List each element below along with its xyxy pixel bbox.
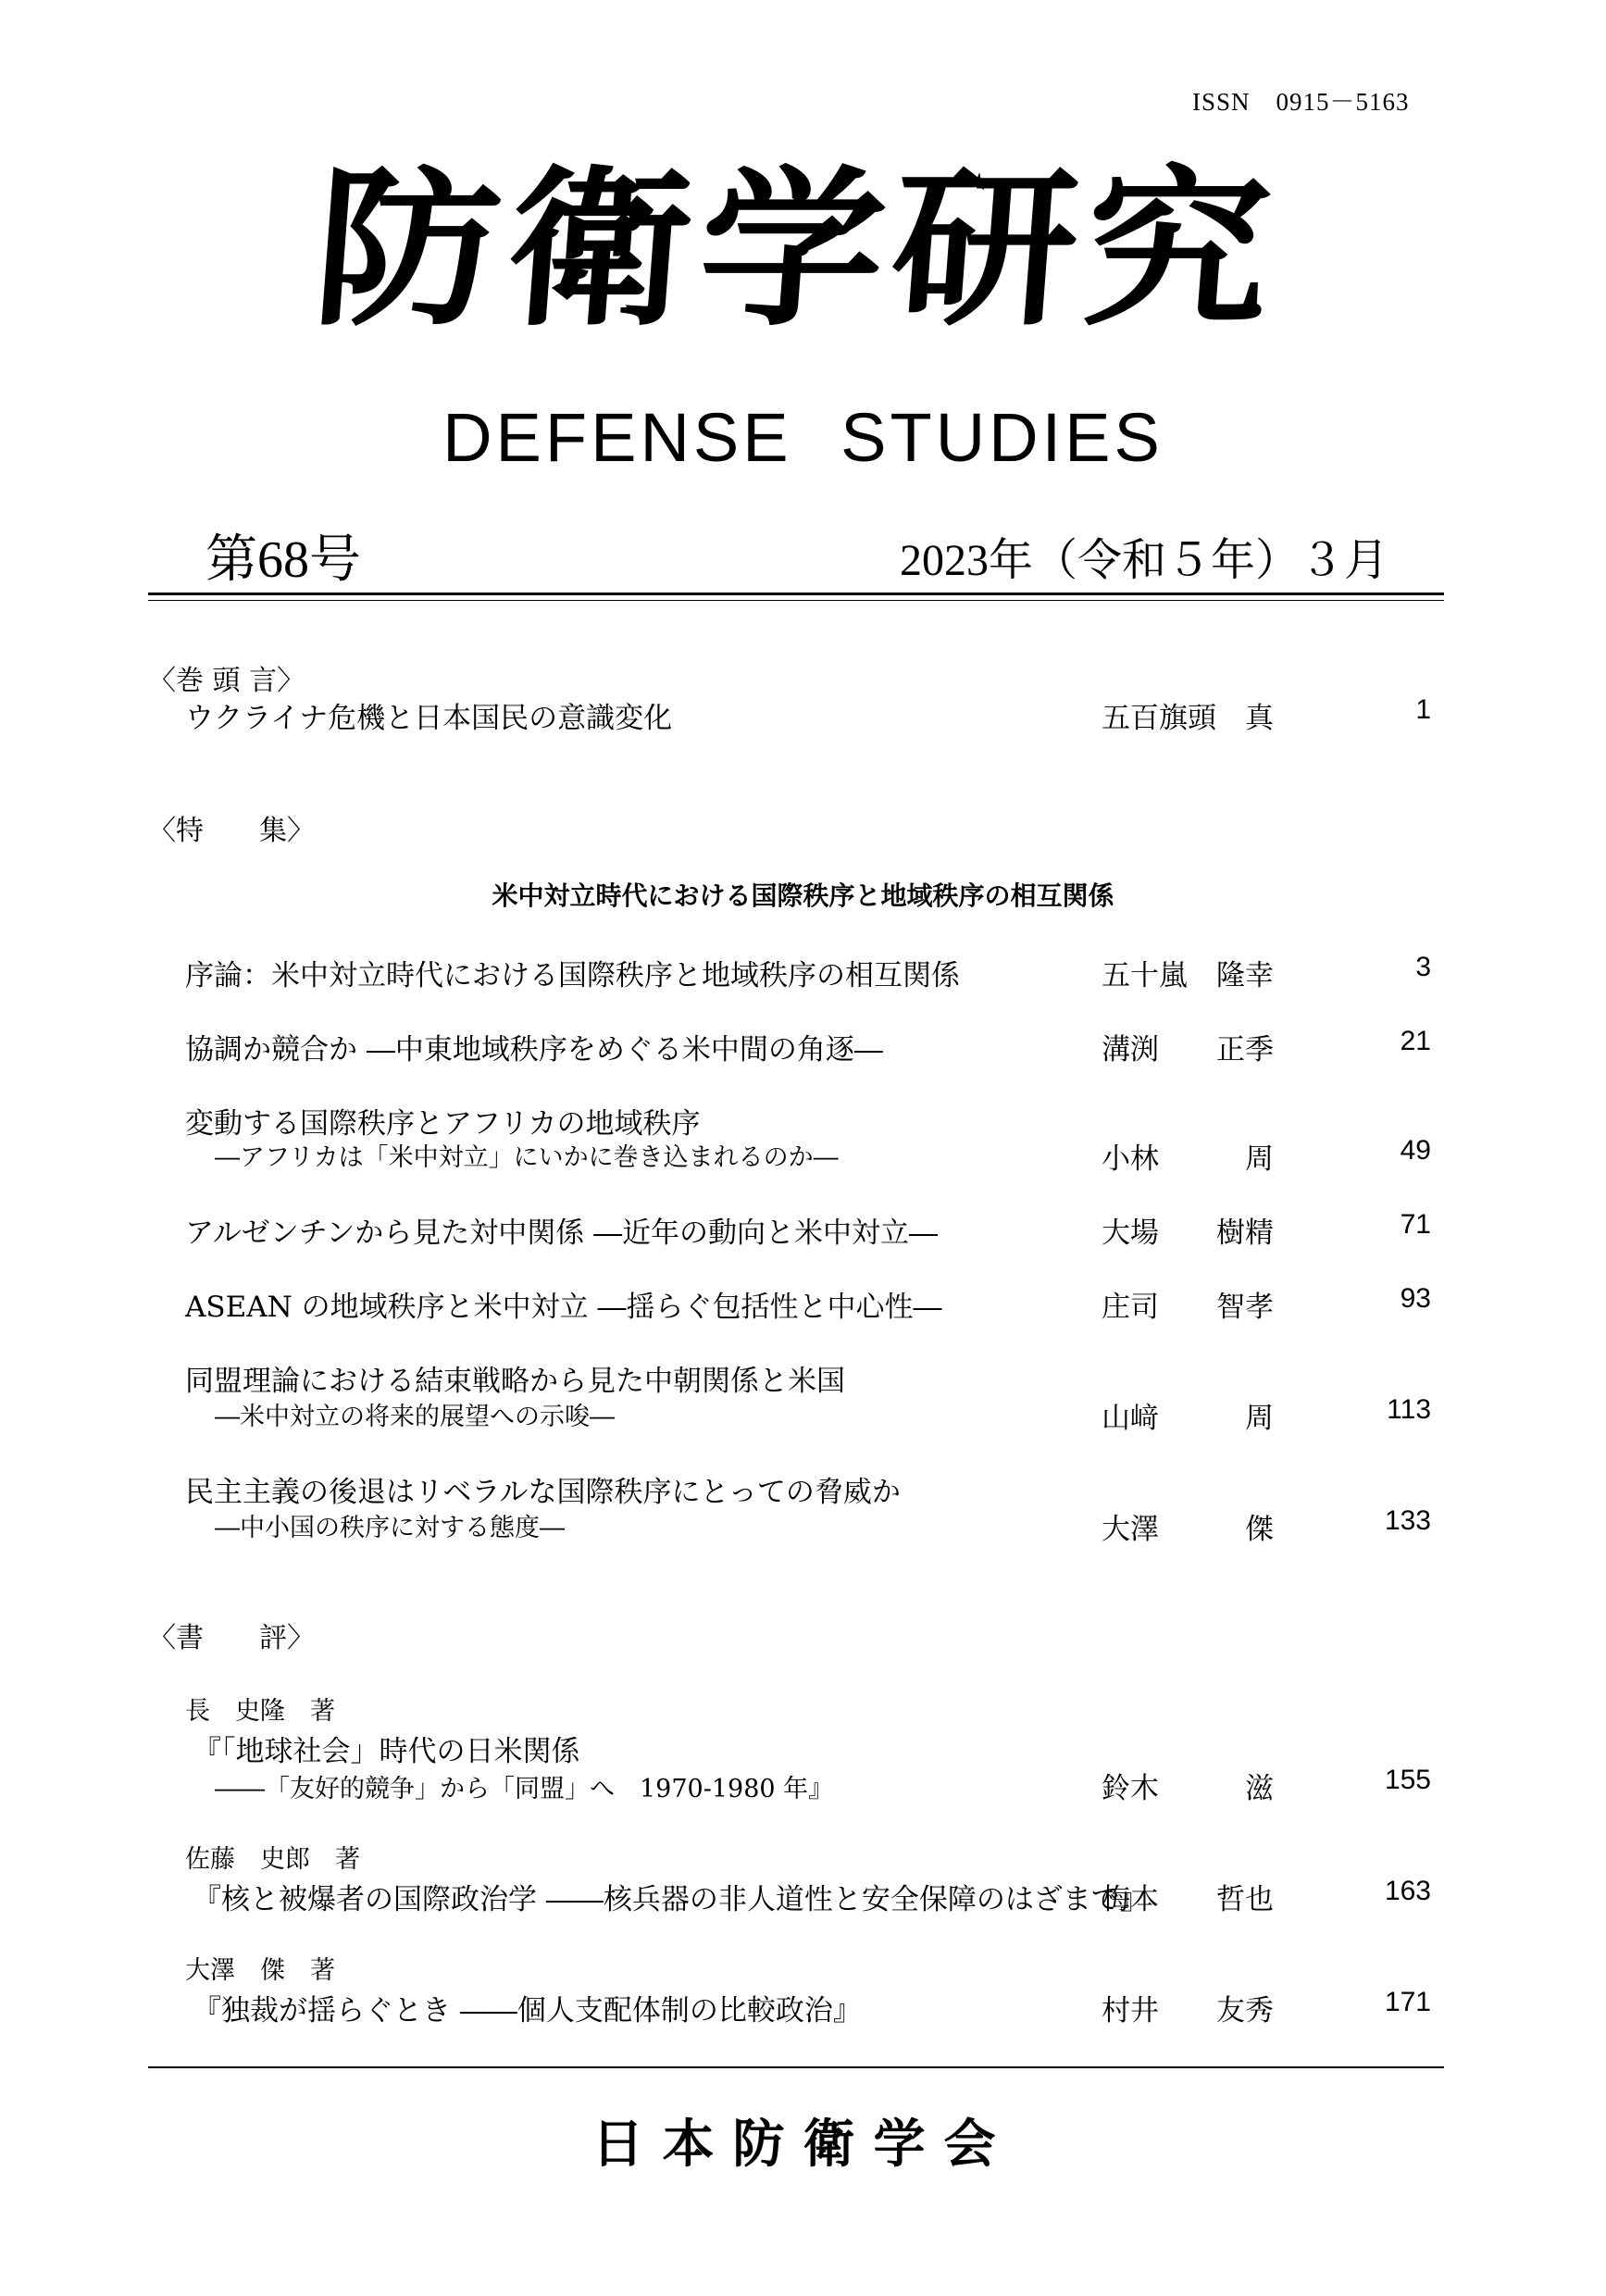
toc-entry[interactable]	[185, 694, 1431, 735]
publisher-name: 日本防衛学会	[591, 2115, 1015, 2175]
article-title: ASEAN の地域秩序と米中対立 ―揺らぐ包括性と中心性―	[185, 1291, 942, 1324]
book-title[interactable]: 『独裁が揺らぐとき ――個人支配体制の比較政治』	[193, 1994, 862, 2028]
article-title: 同盟理論における結束戦略から見た中朝関係と米国	[185, 1365, 845, 1398]
journal-title-japanese: 防衛学研究	[306, 149, 1286, 350]
article-subtitle: ―米中対立の将来的展望への示唆―	[215, 1403, 615, 1431]
footer-divider	[148, 2066, 1444, 2068]
review-entry-meta	[185, 1987, 1431, 2028]
toc-entry[interactable]	[185, 1209, 1431, 1250]
header-divider-thick	[148, 593, 1444, 595]
article-author: 大澤 傑	[1102, 1513, 1274, 1546]
section-heading-reviews: 〈書 評〉	[148, 1622, 315, 1654]
issue-date: 2023年（令和５年）３月	[899, 536, 1388, 585]
book-author: 大澤 傑 著	[185, 1956, 335, 1985]
article-author: 溝渕 正季	[1102, 1033, 1274, 1067]
page-number: 1	[1415, 694, 1431, 725]
book-subtitle: ――「友好的競争」から「同盟」へ 1970-1980 年』	[215, 1775, 834, 1803]
page-number: 113	[1387, 1394, 1431, 1425]
toc-entry[interactable]	[185, 1026, 1431, 1067]
article-author: 庄司 智孝	[1102, 1291, 1274, 1324]
review-entry-meta	[185, 1765, 1431, 1805]
reviewer: 鈴木 滋	[1102, 1772, 1274, 1805]
header-divider-thin	[148, 600, 1444, 601]
article-subtitle: ―アフリカは「米中対立」にいかに巻き込まれるのか―	[215, 1143, 839, 1172]
reviewer: 村井 友秀	[1102, 1994, 1274, 2028]
article-author: 山﨑 周	[1102, 1402, 1274, 1435]
page-number: 163	[1384, 1876, 1431, 1906]
page-number: 155	[1384, 1765, 1431, 1795]
section-heading-feature: 〈特 集〉	[148, 815, 315, 847]
issn-number: ISSN 0915－5163	[1192, 88, 1410, 116]
feature-title: 米中対立時代における国際秩序と地域秩序の相互関係	[492, 880, 1114, 911]
toc-entry[interactable]	[185, 1468, 1431, 1509]
page-number: 93	[1400, 1283, 1431, 1314]
article-subtitle: ―中小国の秩序に対する態度―	[215, 1514, 565, 1542]
article-title: 協調か競合か ―中東地域秩序をめぐる米中間の角逐―	[185, 1033, 883, 1067]
page-number: 171	[1384, 1987, 1431, 2017]
journal-title-english: DEFENSE STUDIES	[442, 399, 1164, 476]
article-author: 五百旗頭 真	[1102, 702, 1274, 735]
article-title: 序論：米中対立時代における国際秩序と地域秩序の相互関係	[185, 959, 960, 992]
page-number: 71	[1400, 1209, 1431, 1240]
toc-entry-meta	[185, 1394, 1431, 1435]
book-author: 長 史隆 著	[185, 1697, 335, 1726]
issue-number: 第68号	[205, 531, 361, 589]
book-title[interactable]: 『「地球社会」時代の日米関係	[193, 1735, 580, 1768]
article-title: アルゼンチンから見た対中関係 ―近年の動向と米中対立―	[185, 1217, 939, 1250]
page-number: 21	[1400, 1026, 1431, 1056]
page-number: 133	[1384, 1505, 1431, 1536]
reviewer: 梅本 哲也	[1102, 1883, 1274, 1916]
article-title: ウクライナ危機と日本国民の意識変化	[185, 702, 673, 735]
toc-entry-meta	[185, 1505, 1431, 1546]
book-title[interactable]: 『核と被爆者の国際政治学 ――核兵器の非人道性と安全保障のはざまで』	[193, 1883, 1149, 1916]
page-number: 49	[1400, 1135, 1431, 1166]
section-heading-foreword: 〈巻 頭 言〉	[148, 665, 305, 697]
toc-entry[interactable]	[185, 1283, 1431, 1324]
article-title: 民主主義の後退はリベラルな国際秩序にとっての脅威か	[185, 1476, 901, 1509]
page-number: 3	[1415, 952, 1431, 982]
article-author: 大場 樹精	[1102, 1217, 1274, 1250]
toc-entry[interactable]	[185, 1357, 1431, 1398]
toc-entry-meta	[185, 1135, 1431, 1176]
book-author: 佐藤 史郎 著	[185, 1845, 360, 1874]
toc-entry[interactable]	[185, 952, 1431, 992]
article-author: 小林 周	[1102, 1142, 1274, 1176]
review-entry-meta	[185, 1876, 1431, 1916]
article-title: 変動する国際秩序とアフリカの地域秩序	[185, 1107, 701, 1141]
article-author: 五十嵐 隆幸	[1102, 959, 1274, 992]
